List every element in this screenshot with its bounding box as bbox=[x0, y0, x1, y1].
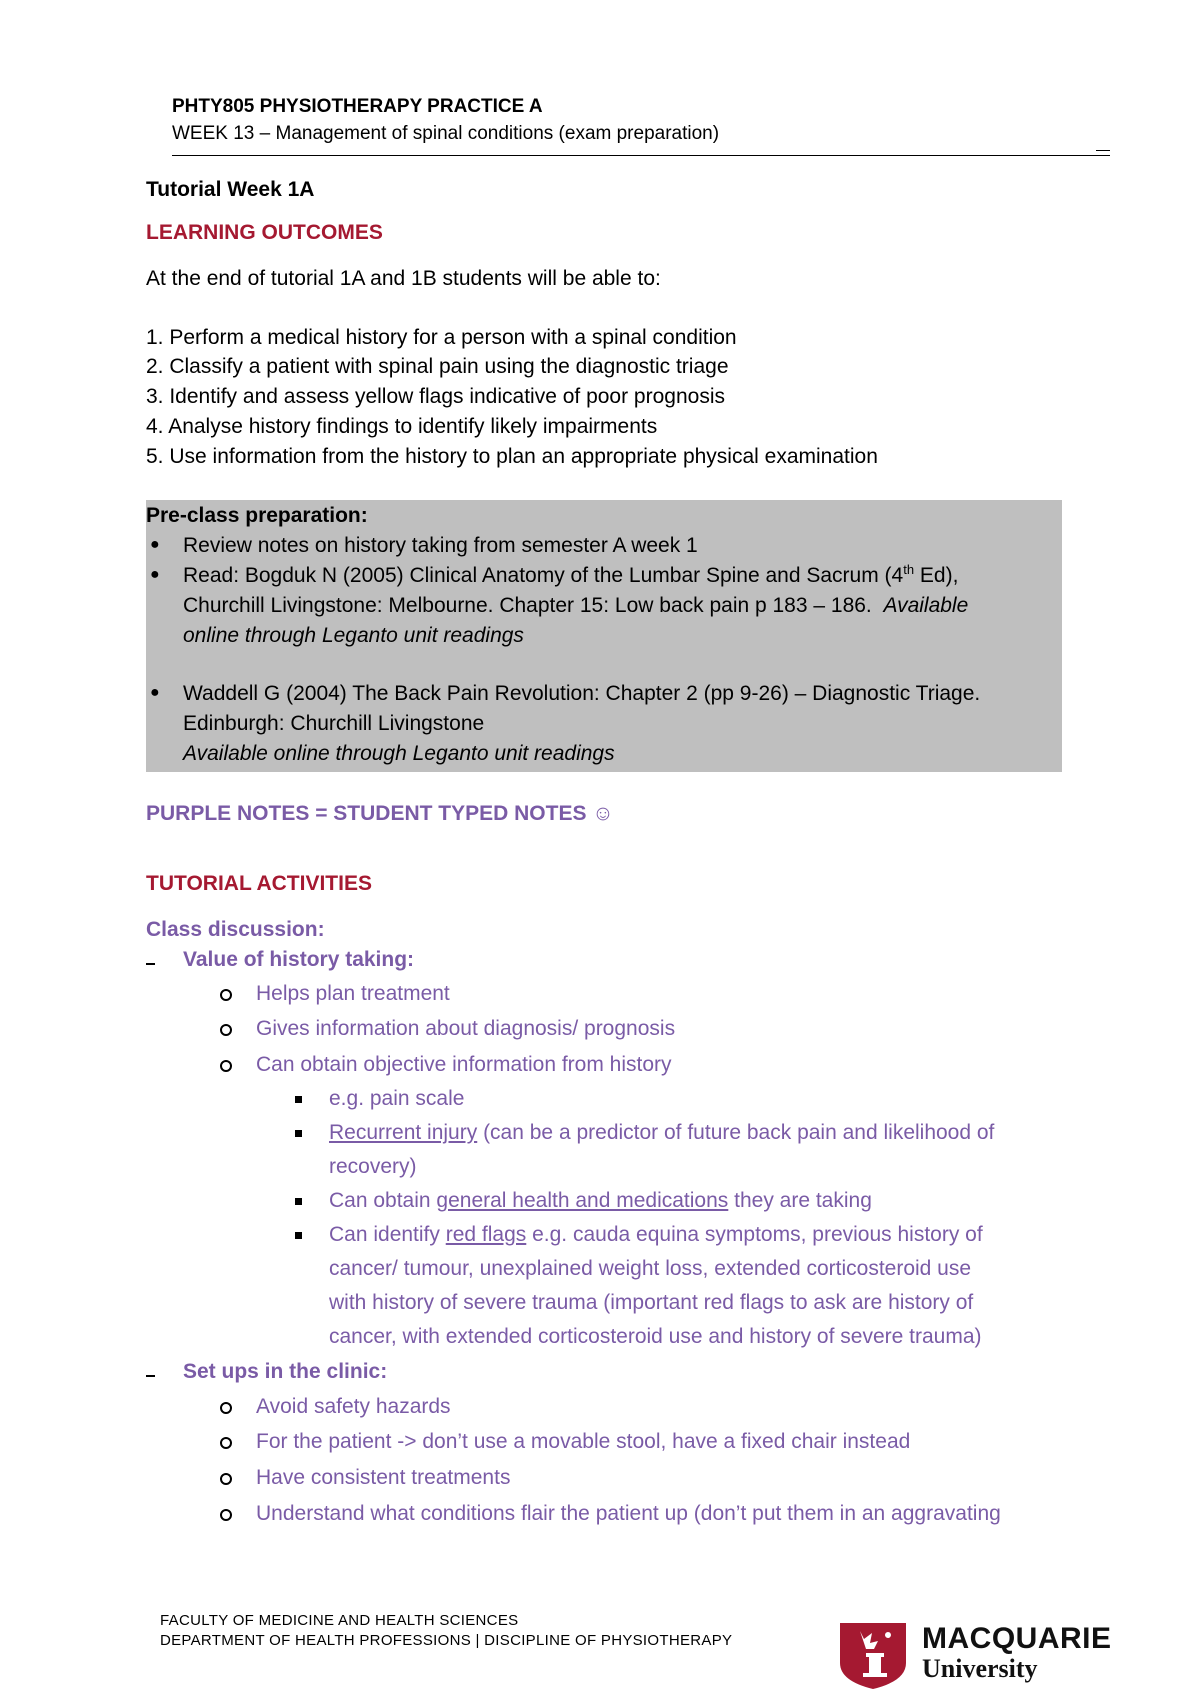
logo-university: University bbox=[922, 1654, 1038, 1683]
recurrent-injury-link-text: Recurrent injury bbox=[329, 1121, 478, 1144]
sub-item-text: they are taking bbox=[728, 1189, 872, 1212]
bullet-dot: ● bbox=[150, 684, 160, 701]
preclass-item-text: Read: Bogduk N (2005) Clinical Anatomy of the Lumbar Spine and Sacrum (4 bbox=[183, 564, 904, 587]
value-item: Gives information about diagnosis/ prognosis bbox=[256, 1017, 676, 1040]
course-title: PHTY805 PHYSIOTHERAPY PRACTICE A bbox=[172, 96, 543, 117]
setup-item: Avoid safety hazards bbox=[256, 1395, 451, 1418]
preclass-heading: Pre-class preparation: bbox=[146, 504, 368, 527]
logo-macquarie: MACQUARIE bbox=[922, 1622, 1112, 1655]
preclass-item-italic: Available bbox=[883, 594, 969, 617]
value-item: Can obtain objective information from history bbox=[256, 1053, 672, 1076]
square-bullet bbox=[295, 1130, 302, 1137]
outcome-item: 1. Perform a medical history for a person with a spinal condition bbox=[146, 326, 737, 349]
preclass-item bbox=[183, 564, 958, 588]
bullet-dot: ● bbox=[150, 536, 160, 553]
outcome-item: 5. Use information from the history to plan an appropriate physical examination bbox=[146, 445, 878, 468]
sub-item-text: e.g. cauda equina symptoms, previous history of bbox=[526, 1223, 983, 1246]
square-bullet bbox=[295, 1232, 302, 1239]
preclass-item-line: Edinburgh: Churchill Livingstone bbox=[183, 712, 485, 735]
preclass-item: Waddell G (2004) The Back Pain Revolution: Chapter 2 (pp 9-26) – Diagnostic Triage. bbox=[183, 682, 981, 705]
preclass-item: Review notes on history taking from semester A week 1 bbox=[183, 534, 698, 557]
footer-department: DEPARTMENT OF HEALTH PROFESSIONS | DISCIPLINE OF PHYSIOTHERAPY bbox=[160, 1632, 733, 1649]
learning-outcomes-heading: LEARNING OUTCOMES bbox=[146, 221, 383, 244]
tutorial-activities-heading: TUTORIAL ACTIVITIES bbox=[146, 872, 372, 895]
red-flags-text: red flags bbox=[445, 1223, 527, 1246]
setup-item: Understand what conditions flair the patient up (don’t put them in an aggravating bbox=[256, 1502, 1001, 1525]
preclass-item-text: Ed), bbox=[914, 564, 959, 587]
bullet-dot: ● bbox=[150, 566, 160, 583]
value-heading: Value of history taking: bbox=[183, 948, 415, 971]
preclass-item-line bbox=[183, 594, 968, 618]
university-shield-icon bbox=[838, 1619, 908, 1691]
preclass-item-text: Churchill Livingstone: Melbourne. Chapter 15: Low back pain p 183 – 186. bbox=[183, 594, 872, 617]
value-item: Helps plan treatment bbox=[256, 982, 450, 1005]
preclass-item-italic: online through Leganto unit readings bbox=[183, 624, 524, 647]
sub-item-line: with history of severe trauma (important red flags to ask are history of bbox=[329, 1291, 974, 1314]
sub-item: e.g. pain scale bbox=[329, 1087, 465, 1110]
circle-bullet bbox=[220, 1402, 232, 1414]
class-discussion-heading: Class discussion: bbox=[146, 918, 325, 941]
outcome-item: 4. Analyse history findings to identify likely impairments bbox=[146, 415, 658, 438]
dash-bullet bbox=[146, 963, 155, 965]
preclass-item-sup: th bbox=[903, 562, 915, 577]
sub-item bbox=[329, 1189, 872, 1213]
preclass-item-italic: Available online through Leganto unit readings bbox=[183, 742, 615, 765]
tutorial-title: Tutorial Week 1A bbox=[146, 178, 315, 201]
circle-bullet bbox=[220, 1437, 232, 1449]
purple-notes-label: PURPLE NOTES = STUDENT TYPED NOTES ☺ bbox=[146, 802, 614, 825]
sub-item bbox=[329, 1223, 983, 1247]
sub-item-line: cancer, with extended corticosteroid use and history of severe trauma) bbox=[329, 1325, 982, 1348]
sub-item bbox=[329, 1121, 994, 1145]
circle-bullet bbox=[220, 1024, 232, 1036]
dash-bullet bbox=[146, 1375, 155, 1377]
outcome-item: 3. Identify and assess yellow flags indicative of poor prognosis bbox=[146, 385, 725, 408]
header-rule bbox=[172, 155, 1110, 156]
setups-heading: Set ups in the clinic: bbox=[183, 1360, 388, 1383]
general-health-text: general health and medications bbox=[436, 1189, 729, 1212]
circle-bullet bbox=[220, 989, 232, 1001]
footer-faculty: FACULTY OF MEDICINE AND HEALTH SCIENCES bbox=[160, 1612, 519, 1629]
week-subtitle: WEEK 13 – Management of spinal conditions (exam preparation) bbox=[172, 123, 720, 144]
circle-bullet bbox=[220, 1473, 232, 1485]
sub-item-text: (can be a predictor of future back pain and likelihood of bbox=[477, 1121, 995, 1144]
setup-item: For the patient -> don’t use a movable stool, have a fixed chair instead bbox=[256, 1430, 911, 1453]
sub-item-line: recovery) bbox=[329, 1155, 417, 1178]
setup-item: Have consistent treatments bbox=[256, 1466, 511, 1489]
header-rule-end bbox=[1096, 150, 1110, 151]
outcome-item: 2. Classify a patient with spinal pain using the diagnostic triage bbox=[146, 355, 729, 378]
circle-bullet bbox=[220, 1060, 232, 1072]
sub-item-text: Can identify bbox=[329, 1223, 446, 1246]
sub-item-text: Can obtain bbox=[329, 1189, 437, 1212]
sub-item-line: cancer/ tumour, unexplained weight loss, extended corticosteroid use bbox=[329, 1257, 972, 1280]
circle-bullet bbox=[220, 1509, 232, 1521]
square-bullet bbox=[295, 1096, 302, 1103]
square-bullet bbox=[295, 1198, 302, 1205]
learning-outcomes-intro: At the end of tutorial 1A and 1B students will be able to: bbox=[146, 267, 661, 290]
